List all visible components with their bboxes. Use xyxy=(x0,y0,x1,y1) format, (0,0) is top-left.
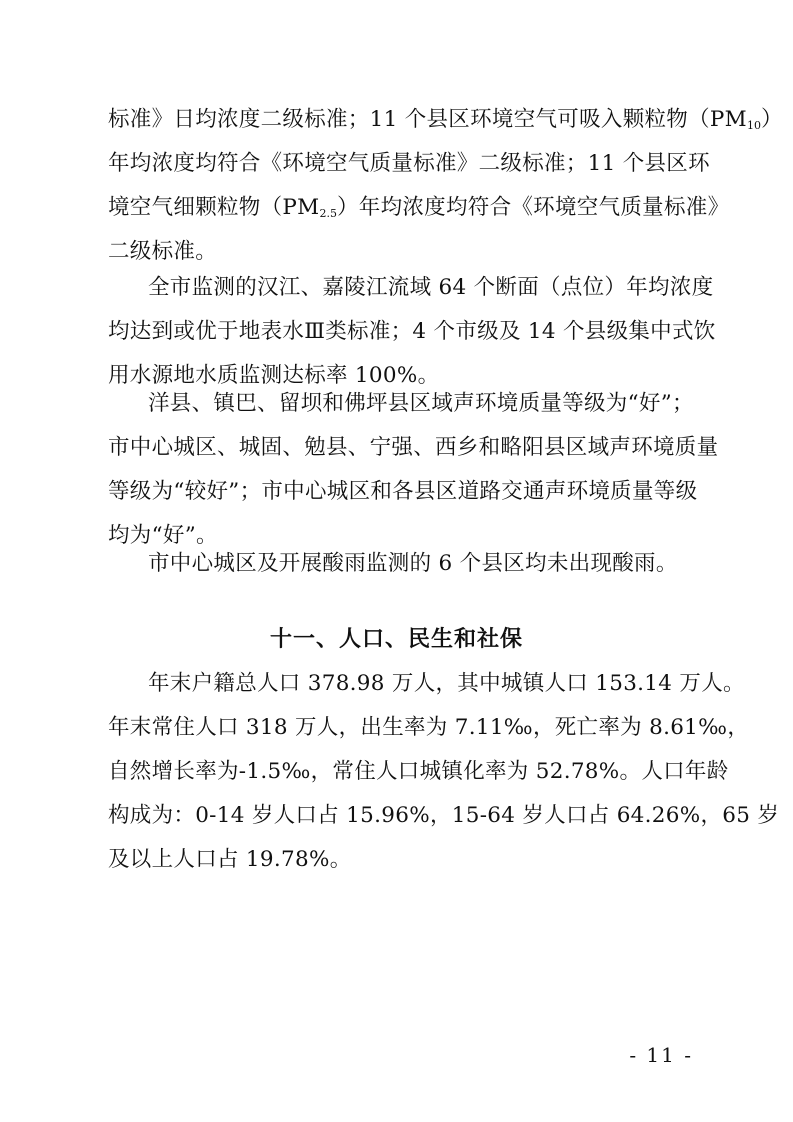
text-segment: 等级为“较好”；市中心城区和各县区道路交通声环境质量等级 xyxy=(108,479,698,504)
text-segment: 全市监测的汉江、嘉陵江流域 64 个断面（点位）年均浓度 xyxy=(148,275,714,300)
subscript: 2.5 xyxy=(319,207,337,220)
text-segment: 年末常住人口 318 万人，出生率为 7.11‰，死亡率为 8.61‰， xyxy=(108,715,750,740)
text-line xyxy=(108,542,700,586)
text-segment: 年末户籍总人口 378.98 万人，其中城镇人口 153.14 万人。 xyxy=(148,671,745,696)
page-number: - 11 - xyxy=(629,1043,693,1067)
text-line xyxy=(108,98,783,142)
text-segment: 均为“好”。 xyxy=(108,523,218,548)
text-line xyxy=(108,794,780,838)
text-segment: 及以上人口占 19.78%。 xyxy=(108,847,352,872)
text-segment: 市中心城区、城固、勉县、宁强、西乡和略阳县区域声环境质量 xyxy=(108,435,719,460)
subscript: 10 xyxy=(746,119,761,132)
population-paragraph xyxy=(108,662,780,882)
text-line xyxy=(108,838,700,882)
section-heading: 十一、人口、民生和社保 xyxy=(269,627,523,652)
text-line xyxy=(108,662,745,706)
text-line xyxy=(108,706,750,750)
noise-environment-paragraph xyxy=(108,382,719,558)
text-line xyxy=(108,470,700,514)
text-segment: 均达到或优于地表水Ⅲ类标准；4 个市级及 14 个县级集中式饮 xyxy=(108,319,716,344)
text-line xyxy=(108,142,710,186)
text-segment: ） xyxy=(760,107,783,132)
text-segment: 构成为：0-14 岁人口占 15.96%，15-64 岁人口占 64.26%，65 岁 xyxy=(108,803,780,828)
text-segment: 境空气细颗粒物（PM xyxy=(108,195,320,220)
text-segment: 洋县、镇巴、留坝和佛坪县区域声环境质量等级为“好”； xyxy=(148,391,694,416)
text-line xyxy=(108,426,719,470)
text-line xyxy=(108,382,700,426)
water-quality-paragraph xyxy=(108,266,716,398)
text-segment: 二级标准。 xyxy=(108,239,218,264)
text-line xyxy=(108,186,730,230)
text-segment: ）年均浓度均符合《环境空气质量标准》 xyxy=(336,195,730,220)
text-segment: 标准》日均浓度二级标准；11 个县区环境空气可吸入颗粒物（PM xyxy=(108,107,747,132)
air-quality-paragraph xyxy=(108,98,783,274)
text-line xyxy=(108,310,716,354)
text-line xyxy=(108,750,729,794)
text-segment: 年均浓度均符合《环境空气质量标准》二级标准；11 个县区环 xyxy=(108,151,710,176)
acid-rain-paragraph xyxy=(108,542,700,586)
text-line xyxy=(108,266,714,310)
text-segment: 自然增长率为-1.5‰，常住人口城镇化率为 52.78%。人口年龄 xyxy=(108,759,729,784)
text-segment: 市中心城区及开展酸雨监测的 6 个县区均未出现酸雨。 xyxy=(148,551,678,576)
text-segment: 用水源地水质监测达标率 100%。 xyxy=(108,363,440,388)
